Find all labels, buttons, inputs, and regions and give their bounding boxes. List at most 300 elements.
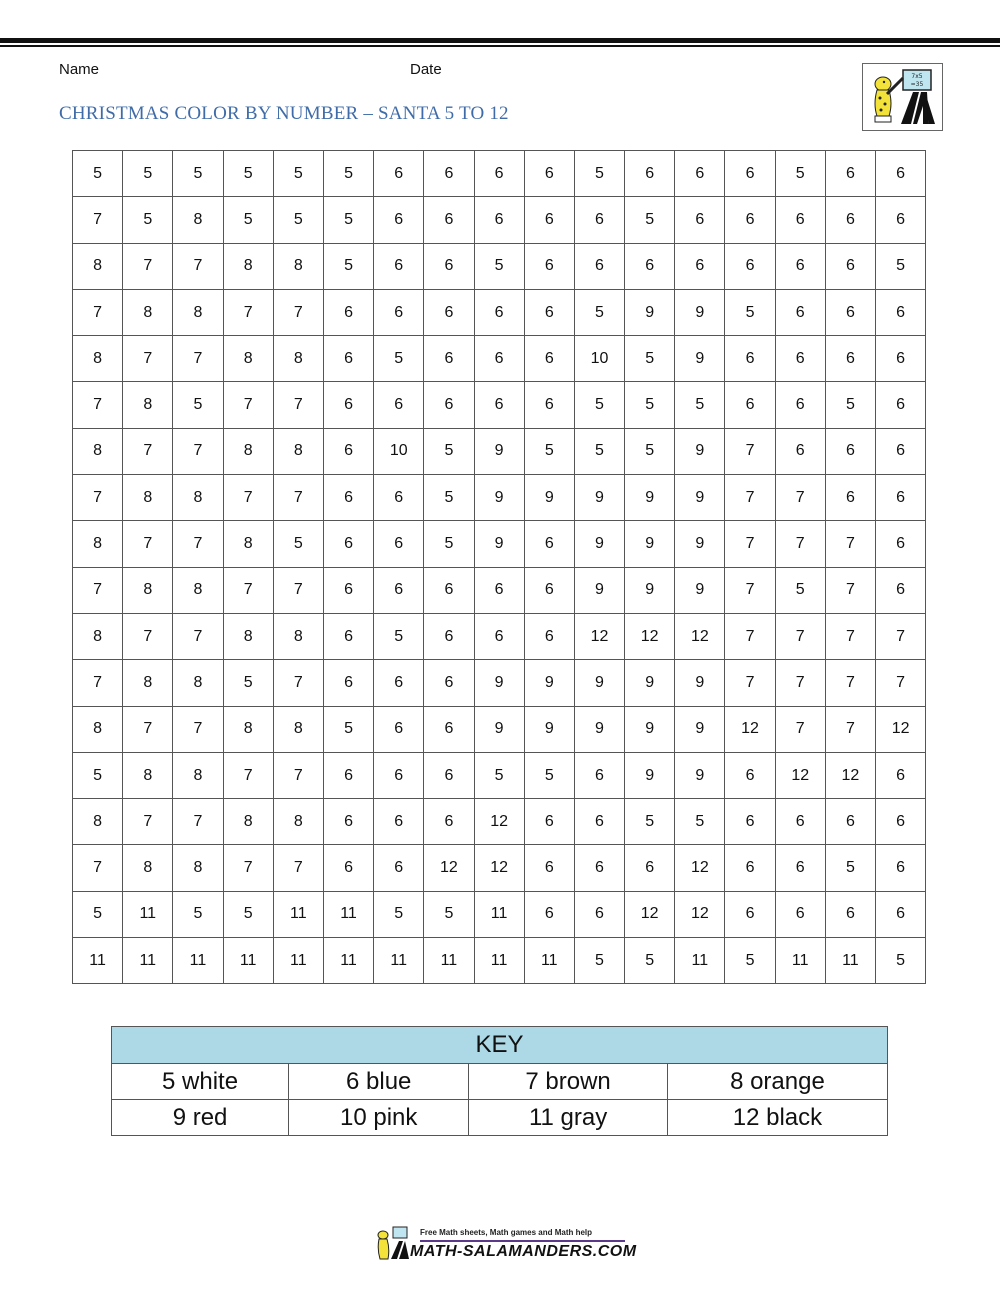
grid-cell: 6 [574,243,624,289]
grid-cell: 6 [725,336,775,382]
grid-cell: 5 [273,197,323,243]
grid-cell: 6 [725,197,775,243]
grid-cell: 5 [424,521,474,567]
grid-cell: 6 [524,243,574,289]
grid-cell: 6 [825,243,875,289]
grid-cell: 7 [73,845,123,891]
grid-cell: 5 [273,151,323,197]
grid-cell: 6 [524,799,574,845]
grid-row [73,382,926,428]
grid-cell: 7 [273,475,323,521]
grid-cell: 9 [574,475,624,521]
key-entry: 5 white [112,1064,289,1100]
grid-cell: 6 [574,752,624,798]
grid-cell: 9 [675,428,725,474]
grid-cell: 6 [323,799,373,845]
grid-cell: 6 [374,151,424,197]
grid-cell: 6 [374,799,424,845]
grid-cell: 9 [474,706,524,752]
grid-cell: 9 [625,521,675,567]
grid-cell: 6 [323,845,373,891]
color-by-number-grid [72,150,926,984]
grid-cell: 6 [374,197,424,243]
grid-cell: 6 [775,799,825,845]
grid-cell: 8 [223,243,273,289]
grid-cell: 7 [825,613,875,659]
grid-cell: 6 [876,891,926,937]
grid-cell: 7 [775,475,825,521]
grid-row [73,289,926,335]
grid-cell: 6 [675,151,725,197]
grid-cell: 6 [524,289,574,335]
grid-cell: 9 [524,475,574,521]
grid-cell: 6 [374,521,424,567]
grid-cell: 6 [775,428,825,474]
grid-cell: 7 [725,475,775,521]
grid-cell: 5 [323,197,373,243]
page-title: CHRISTMAS COLOR BY NUMBER – SANTA 5 TO 12 [59,103,509,124]
grid-cell: 8 [73,336,123,382]
key-entry: 6 blue [289,1064,469,1100]
grid-cell: 6 [876,197,926,243]
key-entry: 11 gray [469,1100,668,1136]
grid-cell: 6 [323,289,373,335]
grid-cell: 11 [474,938,524,984]
grid-cell: 6 [825,197,875,243]
grid-cell: 6 [374,567,424,613]
grid-cell: 9 [625,567,675,613]
grid-cell: 7 [123,799,173,845]
grid-cell: 9 [675,706,725,752]
footer-divider [420,1240,625,1242]
header-rule-thick [0,38,1000,43]
grid-cell: 6 [424,752,474,798]
grid-cell: 8 [223,521,273,567]
grid-row [73,938,926,984]
grid-cell: 8 [273,613,323,659]
grid-cell: 8 [123,289,173,335]
grid-cell: 7 [173,428,223,474]
grid-cell: 7 [725,428,775,474]
grid-cell: 5 [725,289,775,335]
grid-cell: 9 [675,289,725,335]
grid-cell: 6 [775,289,825,335]
grid-cell: 9 [474,660,524,706]
grid-cell: 9 [625,706,675,752]
grid-cell: 6 [775,243,825,289]
grid-cell: 5 [574,382,624,428]
grid-cell: 5 [73,752,123,798]
grid-cell: 7 [775,613,825,659]
name-label: Name [59,61,100,78]
grid-cell: 7 [825,521,875,567]
grid-cell: 8 [223,799,273,845]
grid-cell: 6 [876,382,926,428]
key-entry: 9 red [112,1100,289,1136]
grid-cell: 8 [273,428,323,474]
grid-cell: 6 [374,660,424,706]
grid-cell: 8 [273,243,323,289]
grid-cell: 6 [625,151,675,197]
grid-cell: 8 [123,567,173,613]
grid-cell: 6 [725,151,775,197]
grid-cell: 7 [123,243,173,289]
grid-cell: 12 [675,891,725,937]
grid-cell: 8 [73,521,123,567]
key-entry: 7 brown [469,1064,668,1100]
key-entry: 8 orange [667,1064,887,1100]
grid-cell: 6 [524,382,574,428]
grid-cell: 7 [273,752,323,798]
grid-cell: 12 [625,613,675,659]
grid-cell: 6 [876,845,926,891]
grid-cell: 7 [73,475,123,521]
grid-cell: 5 [625,382,675,428]
grid-cell: 7 [123,336,173,382]
grid-cell: 11 [374,938,424,984]
grid-cell: 10 [574,336,624,382]
grid-cell: 5 [474,752,524,798]
grid-cell: 8 [223,706,273,752]
grid-cell: 8 [273,706,323,752]
grid-cell: 7 [825,706,875,752]
grid-cell: 6 [876,752,926,798]
grid-cell: 5 [725,938,775,984]
grid-cell: 9 [524,660,574,706]
grid-cell: 8 [173,197,223,243]
grid-cell: 8 [173,660,223,706]
grid-cell: 6 [323,752,373,798]
grid-cell: 8 [123,752,173,798]
grid-cell: 9 [675,521,725,567]
grid-cell: 12 [474,799,524,845]
grid-cell: 6 [323,428,373,474]
grid-row [73,613,926,659]
grid-cell: 6 [424,706,474,752]
grid-cell: 7 [73,289,123,335]
grid-cell: 9 [574,660,624,706]
grid-cell: 8 [173,845,223,891]
grid-cell: 7 [725,521,775,567]
grid-cell: 7 [173,613,223,659]
grid-cell: 5 [574,289,624,335]
grid-cell: 6 [725,799,775,845]
grid-cell: 6 [524,521,574,567]
footer-site-link[interactable]: MATH-SALAMANDERS.COM [410,1243,637,1260]
grid-cell: 10 [374,428,424,474]
grid-cell: 8 [123,660,173,706]
grid-cell: 9 [675,567,725,613]
key-entry: 10 pink [289,1100,469,1136]
grid-cell: 6 [675,243,725,289]
grid-cell: 6 [775,382,825,428]
grid-cell: 7 [273,660,323,706]
grid-cell: 8 [173,289,223,335]
header-rule-thin [0,45,1000,47]
grid-cell: 7 [876,660,926,706]
grid-cell: 7 [173,336,223,382]
grid-cell: 6 [775,891,825,937]
grid-cell: 6 [524,336,574,382]
grid-cell: 9 [675,475,725,521]
grid-cell: 6 [524,197,574,243]
grid-cell: 5 [123,151,173,197]
grid-cell: 6 [474,336,524,382]
grid-cell: 6 [876,336,926,382]
grid-row [73,428,926,474]
grid-cell: 6 [323,567,373,613]
grid-cell: 5 [223,660,273,706]
grid-cell: 5 [374,613,424,659]
grid-cell: 12 [825,752,875,798]
grid-row [73,845,926,891]
grid-row [73,660,926,706]
grid-cell: 5 [574,428,624,474]
grid-cell: 5 [223,197,273,243]
grid-cell: 6 [374,243,424,289]
grid-cell: 6 [323,521,373,567]
grid-cell: 12 [675,613,725,659]
grid-cell: 6 [725,382,775,428]
grid-cell: 7 [825,660,875,706]
grid-cell: 7 [725,660,775,706]
grid-row [73,752,926,798]
grid-cell: 12 [474,845,524,891]
grid-cell: 7 [725,613,775,659]
grid-cell: 9 [625,752,675,798]
grid-row [73,567,926,613]
grid-cell: 5 [223,891,273,937]
grid-cell: 6 [825,891,875,937]
grid-cell: 11 [323,938,373,984]
grid-cell: 9 [625,289,675,335]
grid-cell: 6 [625,243,675,289]
grid-row [73,891,926,937]
grid-cell: 11 [273,891,323,937]
grid-cell: 6 [825,428,875,474]
grid-cell: 6 [323,660,373,706]
grid-cell: 7 [73,382,123,428]
grid-cell: 6 [725,752,775,798]
grid-cell: 6 [474,197,524,243]
grid-cell: 12 [775,752,825,798]
grid-cell: 7 [223,475,273,521]
grid-cell: 12 [424,845,474,891]
grid-cell: 8 [173,752,223,798]
grid-cell: 7 [123,706,173,752]
grid-cell: 11 [173,938,223,984]
grid-cell: 5 [825,845,875,891]
grid-cell: 7 [223,567,273,613]
grid-cell: 6 [825,475,875,521]
grid-cell: 6 [474,382,524,428]
key-row [112,1064,888,1100]
grid-cell: 6 [574,197,624,243]
grid-cell: 11 [123,891,173,937]
grid-cell: 6 [675,197,725,243]
grid-cell: 12 [675,845,725,891]
grid-cell: 6 [574,845,624,891]
grid-cell: 8 [73,799,123,845]
grid-cell: 7 [173,521,223,567]
grid-cell: 11 [223,938,273,984]
grid-cell: 6 [725,845,775,891]
grid-cell: 11 [775,938,825,984]
grid-cell: 5 [574,151,624,197]
grid-cell: 7 [173,243,223,289]
grid-cell: 7 [223,752,273,798]
salamander-teacher-icon [862,63,943,131]
grid-cell: 8 [273,799,323,845]
grid-cell: 6 [775,336,825,382]
grid-cell: 9 [474,475,524,521]
grid-cell: 6 [374,382,424,428]
grid-cell: 5 [876,243,926,289]
grid-cell: 5 [625,197,675,243]
grid-cell: 9 [625,660,675,706]
grid-cell: 5 [474,243,524,289]
grid-cell: 6 [474,567,524,613]
grid-cell: 5 [574,938,624,984]
grid-cell: 7 [73,567,123,613]
grid-cell: 11 [123,938,173,984]
grid-cell: 11 [474,891,524,937]
grid-cell: 5 [775,151,825,197]
grid-cell: 6 [323,382,373,428]
grid-cell: 9 [574,567,624,613]
grid-cell: 8 [73,428,123,474]
key-title: KEY [112,1027,888,1064]
grid-cell: 7 [223,289,273,335]
grid-cell: 9 [675,336,725,382]
grid-cell: 8 [73,243,123,289]
grid-cell: 5 [424,475,474,521]
grid-cell: 5 [424,428,474,474]
grid-cell: 9 [574,706,624,752]
grid-cell: 5 [323,151,373,197]
grid-cell: 6 [876,799,926,845]
color-key-table [111,1026,888,1136]
grid-cell: 5 [775,567,825,613]
grid-cell: 8 [223,428,273,474]
grid-cell: 6 [725,243,775,289]
grid-cell: 7 [775,660,825,706]
grid-cell: 9 [524,706,574,752]
grid-row [73,197,926,243]
grid-cell: 8 [173,475,223,521]
grid-cell: 8 [123,845,173,891]
grid-cell: 6 [424,567,474,613]
grid-cell: 11 [424,938,474,984]
grid-cell: 12 [876,706,926,752]
grid-cell: 5 [675,382,725,428]
grid-cell: 7 [273,567,323,613]
grid-cell: 6 [424,289,474,335]
grid-cell: 5 [173,151,223,197]
grid-cell: 6 [424,660,474,706]
grid-cell: 8 [273,336,323,382]
grid-cell: 8 [123,475,173,521]
grid-cell: 5 [73,891,123,937]
grid-cell: 6 [424,243,474,289]
grid-cell: 6 [876,428,926,474]
grid-row [73,475,926,521]
grid-cell: 8 [123,382,173,428]
grid-cell: 6 [825,336,875,382]
grid-cell: 6 [323,613,373,659]
grid-cell: 6 [474,289,524,335]
grid-cell: 12 [574,613,624,659]
grid-cell: 8 [223,613,273,659]
grid-cell: 5 [424,891,474,937]
grid-cell: 6 [374,475,424,521]
grid-cell: 6 [775,197,825,243]
grid-row [73,706,926,752]
grid-cell: 6 [775,845,825,891]
grid-cell: 6 [424,799,474,845]
grid-cell: 8 [173,567,223,613]
grid-cell: 9 [474,428,524,474]
grid-cell: 7 [123,521,173,567]
grid-cell: 5 [323,243,373,289]
grid-cell: 7 [123,428,173,474]
grid-cell: 6 [474,151,524,197]
grid-cell: 8 [223,336,273,382]
grid-cell: 6 [424,336,474,382]
grid-cell: 6 [374,845,424,891]
grid-row [73,799,926,845]
grid-cell: 6 [574,891,624,937]
grid-cell: 9 [474,521,524,567]
grid-cell: 5 [374,336,424,382]
grid-cell: 5 [173,891,223,937]
grid-cell: 11 [323,891,373,937]
grid-cell: 6 [323,475,373,521]
grid-cell: 6 [323,336,373,382]
grid-cell: 6 [876,567,926,613]
grid-cell: 5 [223,151,273,197]
grid-cell: 7 [273,382,323,428]
grid-cell: 7 [223,845,273,891]
grid-cell: 6 [825,799,875,845]
grid-cell: 5 [675,799,725,845]
grid-cell: 7 [775,521,825,567]
grid-cell: 5 [323,706,373,752]
grid-cell: 6 [374,706,424,752]
grid-cell: 12 [725,706,775,752]
grid-cell: 9 [625,475,675,521]
key-entry: 12 black [667,1100,887,1136]
grid-cell: 6 [524,151,574,197]
grid-cell: 7 [123,613,173,659]
footer-tagline: Free Math sheets, Math games and Math help [420,1228,593,1237]
grid-cell: 5 [524,428,574,474]
grid-cell: 11 [524,938,574,984]
grid-cell: 11 [273,938,323,984]
grid-cell: 5 [625,799,675,845]
date-label: Date [410,61,442,78]
grid-cell: 6 [524,567,574,613]
grid-cell: 5 [524,752,574,798]
grid-cell: 6 [574,799,624,845]
grid-cell: 6 [424,197,474,243]
grid-cell: 6 [825,289,875,335]
grid-cell: 9 [675,660,725,706]
grid-cell: 6 [524,613,574,659]
grid-cell: 7 [825,567,875,613]
grid-cell: 5 [173,382,223,428]
grid-cell: 7 [73,197,123,243]
